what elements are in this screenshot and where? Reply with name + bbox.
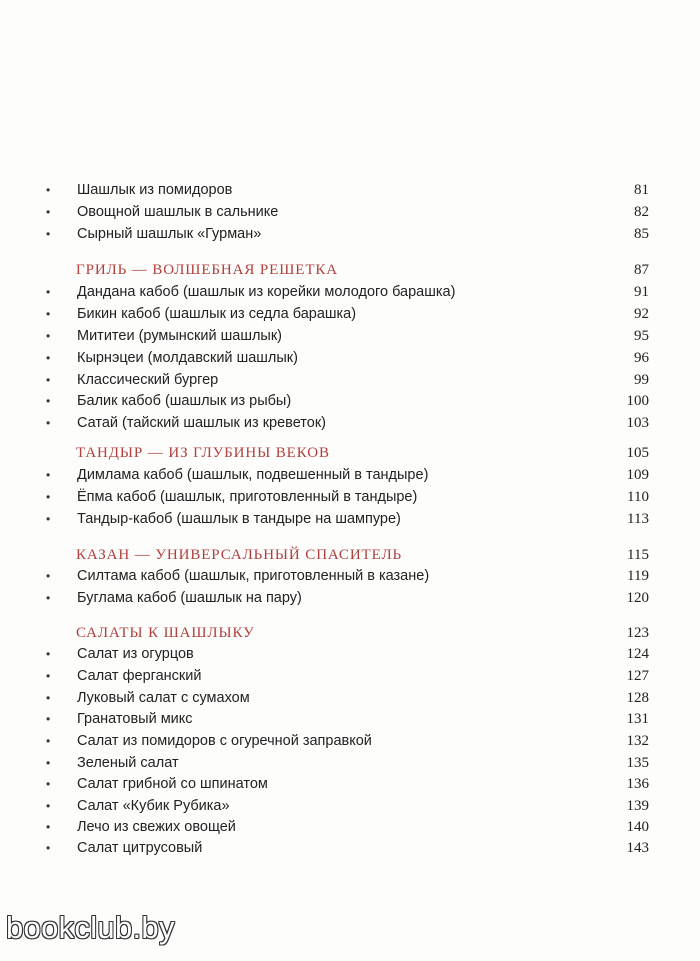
toc-entry[interactable] bbox=[0, 487, 700, 508]
toc-entry[interactable] bbox=[0, 391, 700, 412]
toc-entry-title: Луковый салат с сумахом bbox=[77, 690, 250, 706]
section-heading-title: САЛАТЫ К ШАШЛЫКУ bbox=[76, 625, 255, 641]
bullet-icon: • bbox=[46, 841, 51, 855]
section-heading-title: ТАНДЫР — ИЗ ГЛУБИНЫ ВЕКОВ bbox=[76, 445, 330, 461]
toc-entry-title: Мититеи (румынский шашлык) bbox=[77, 328, 283, 344]
bullet-icon: • bbox=[46, 734, 51, 748]
bullet-icon: • bbox=[46, 329, 51, 343]
toc-entry-page: 82 bbox=[634, 204, 649, 220]
toc-entry-page: 131 bbox=[626, 711, 649, 727]
toc-entry[interactable] bbox=[0, 731, 700, 752]
toc-entry-page: 110 bbox=[627, 489, 649, 505]
toc-entry-page: 103 bbox=[626, 415, 649, 431]
toc-entry-title: Классический бургер bbox=[77, 372, 219, 388]
toc-entry-title: Дандана кабоб (шашлык из корейки молодого барашка) bbox=[77, 284, 456, 300]
toc-entry-page: 113 bbox=[627, 511, 649, 527]
toc-entry-title: Салат грибной со шпинатом bbox=[77, 776, 268, 792]
section-heading-page: 105 bbox=[626, 445, 649, 461]
toc-entry[interactable] bbox=[0, 370, 700, 391]
toc-entry-title: Салат из огурцов bbox=[77, 646, 194, 662]
toc-entry[interactable] bbox=[0, 304, 700, 325]
toc-entry[interactable] bbox=[0, 224, 700, 245]
toc-entry-page: 139 bbox=[626, 798, 649, 814]
toc-entry[interactable] bbox=[0, 666, 700, 687]
toc-entry-page: 91 bbox=[634, 284, 649, 300]
toc-entry-title: Салат «Кубик Рубика» bbox=[77, 798, 230, 814]
toc-entry-title: Салат из помидоров с огуречной заправкой bbox=[77, 733, 372, 749]
toc-entry-page: 135 bbox=[626, 755, 649, 771]
bullet-icon: • bbox=[46, 820, 51, 834]
bullet-icon: • bbox=[46, 591, 51, 605]
toc-entry-page: 109 bbox=[626, 467, 649, 483]
toc-entry[interactable] bbox=[0, 509, 700, 530]
toc-entry[interactable] bbox=[0, 817, 700, 838]
section-heading[interactable] bbox=[0, 259, 700, 281]
toc-entry-title: Сатай (тайский шашлык из креветок) bbox=[77, 415, 327, 431]
toc-entry-title: Салат цитрусовый bbox=[77, 840, 203, 856]
toc-entry[interactable] bbox=[0, 348, 700, 369]
toc-entry-page: 85 bbox=[634, 226, 649, 242]
toc-entry[interactable] bbox=[0, 326, 700, 347]
bullet-icon: • bbox=[46, 756, 51, 770]
bullet-icon: • bbox=[46, 416, 51, 430]
bullet-icon: • bbox=[46, 307, 51, 321]
toc-entry-page: 92 bbox=[634, 306, 649, 322]
toc-entry[interactable] bbox=[0, 413, 700, 434]
bullet-icon: • bbox=[46, 669, 51, 683]
toc-entry-page: 140 bbox=[626, 819, 649, 835]
toc-entry[interactable] bbox=[0, 180, 700, 201]
section-heading[interactable] bbox=[0, 442, 700, 464]
toc-entry[interactable] bbox=[0, 838, 700, 859]
bullet-icon: • bbox=[46, 569, 51, 583]
bullet-icon: • bbox=[46, 799, 51, 813]
bullet-icon: • bbox=[46, 468, 51, 482]
watermark: bookclub.by bbox=[6, 910, 175, 945]
bullet-icon: • bbox=[46, 691, 51, 705]
bullet-icon: • bbox=[46, 490, 51, 504]
toc-entry-title: Димлама кабоб (шашлык, подвешенный в тандыре) bbox=[77, 467, 429, 483]
toc-entry-title: Шашлык из помидоров bbox=[77, 182, 233, 198]
toc-entry-page: 136 bbox=[626, 776, 649, 792]
bullet-icon: • bbox=[46, 351, 51, 365]
section-heading-title: ГРИЛЬ — ВОЛШЕБНАЯ РЕШЕТКА bbox=[76, 262, 339, 278]
toc-entry[interactable] bbox=[0, 774, 700, 795]
bullet-icon: • bbox=[46, 712, 51, 726]
toc-entry-page: 128 bbox=[626, 690, 649, 706]
toc-entry[interactable] bbox=[0, 566, 700, 587]
toc-entry-title: Салат ферганский bbox=[77, 668, 202, 684]
toc-entry-title: Гранатовый микс bbox=[77, 711, 193, 727]
bullet-icon: • bbox=[46, 777, 51, 791]
toc-entry-title: Тандыр-кабоб (шашлык в тандыре на шампуре) bbox=[77, 511, 401, 527]
bullet-icon: • bbox=[46, 227, 51, 241]
bullet-icon: • bbox=[46, 205, 51, 219]
toc-entry-title: Буглама кабоб (шашлык на пару) bbox=[77, 590, 302, 606]
toc-entry[interactable] bbox=[0, 282, 700, 303]
bullet-icon: • bbox=[46, 373, 51, 387]
toc-entry-page: 119 bbox=[627, 568, 649, 584]
toc-entry-title: Сырный шашлык «Гурман» bbox=[77, 226, 262, 242]
toc-entry-page: 81 bbox=[634, 182, 649, 198]
toc-entry-page: 95 bbox=[634, 328, 649, 344]
toc-entry[interactable] bbox=[0, 753, 700, 774]
section-heading-page: 115 bbox=[627, 547, 649, 563]
toc-entry-title: Овощной шашлык в сальнике bbox=[77, 204, 279, 220]
toc-entry-page: 120 bbox=[626, 590, 649, 606]
toc-entry[interactable] bbox=[0, 709, 700, 730]
toc-entry-page: 143 bbox=[626, 840, 649, 856]
toc-entry-page: 99 bbox=[634, 372, 649, 388]
toc-entry-title: Лечо из свежих овощей bbox=[77, 819, 236, 835]
toc-entry[interactable] bbox=[0, 202, 700, 223]
toc-entry[interactable] bbox=[0, 465, 700, 486]
toc-entry[interactable] bbox=[0, 688, 700, 709]
section-heading[interactable] bbox=[0, 544, 700, 566]
section-heading-page: 87 bbox=[634, 262, 649, 278]
toc-entry-title: Силтама кабоб (шашлык, приготовленный в казане) bbox=[77, 568, 430, 584]
bullet-icon: • bbox=[46, 512, 51, 526]
bullet-icon: • bbox=[46, 394, 51, 408]
toc-entry-title: Бикин кабоб (шашлык из седла барашка) bbox=[77, 306, 357, 322]
toc-entry-title: Балик кабоб (шашлык из рыбы) bbox=[77, 393, 292, 409]
toc-entry-title: Зеленый салат bbox=[77, 755, 179, 771]
toc-entry-title: Кырнэцеи (молдавский шашлык) bbox=[77, 350, 298, 366]
bullet-icon: • bbox=[46, 647, 51, 661]
toc-entry[interactable] bbox=[0, 796, 700, 817]
toc-entry-page: 132 bbox=[626, 733, 649, 749]
section-heading-title: КАЗАН — УНИВЕРСАЛЬНЫЙ СПАСИТЕЛЬ bbox=[76, 547, 403, 563]
toc-entry-page: 100 bbox=[626, 393, 649, 409]
toc-entry-page: 124 bbox=[626, 646, 649, 662]
section-heading[interactable] bbox=[0, 622, 700, 644]
bullet-icon: • bbox=[46, 183, 51, 197]
bullet-icon: • bbox=[46, 285, 51, 299]
toc-entry-page: 96 bbox=[634, 350, 649, 366]
section-heading-page: 123 bbox=[626, 625, 649, 641]
toc-entry[interactable] bbox=[0, 588, 700, 609]
toc-entry-title: Ёпма кабоб (шашлык, приготовленный в тандыре) bbox=[77, 489, 418, 505]
toc-entry-page: 127 bbox=[626, 668, 649, 684]
toc-entry[interactable] bbox=[0, 644, 700, 665]
